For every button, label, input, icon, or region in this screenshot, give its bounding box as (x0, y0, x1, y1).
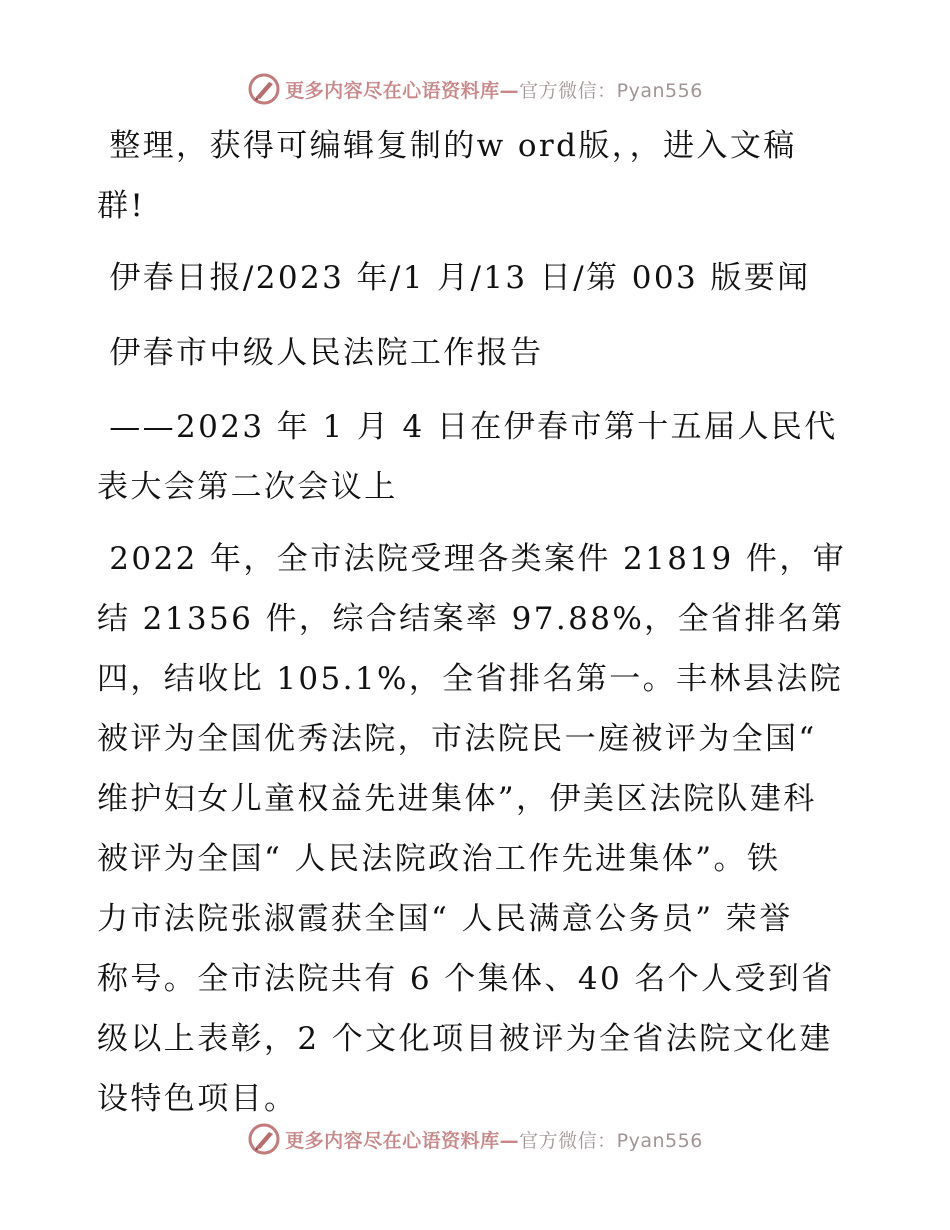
pen-logo-icon (247, 1122, 281, 1156)
paragraph-line: 结 21356 件，综合结案率 97.88%，全省排名第 (97, 601, 845, 637)
document-title: 伊春市中级人民法院工作报告 (97, 335, 544, 371)
paragraph-line: 四，结收比 105.1%，全省排名第一。丰林县法院 (97, 661, 844, 697)
banner-text (285, 1126, 703, 1153)
text-line: 整理，获得可编辑复制的w ord版，，进入文稿 (97, 128, 797, 164)
subtitle-line: ——2023 年 1 月 4 日在伊春市第十五届人民代 (97, 409, 838, 445)
banner-main-text: 更多内容尽在心语资料库— (285, 79, 520, 102)
banner-main-text: 更多内容尽在心语资料库— (285, 1129, 520, 1152)
subtitle-line: 表大会第二次会议上 (97, 469, 398, 505)
pen-logo-icon (247, 72, 281, 106)
paragraph-line: 级以上表彰，2 个文化项目被评为全省法院文化建 (97, 1021, 833, 1057)
banner-contact-text: 官方微信：Pyan556 (519, 79, 703, 102)
banner-text (285, 76, 703, 103)
paragraph-line: 2022 年，全市法院受理各类案件 21819 件，审 (97, 541, 847, 577)
paragraph-line: 力市法院张淑霞获全国“ 人民满意公务员” 荣誉 (97, 901, 793, 937)
paragraph-line: 维护妇女儿童权益先进集体”，伊美区法院队建科 (97, 781, 817, 817)
paragraph-line: 被评为全国“ 人民法院政治工作先进集体”。铁 (97, 841, 781, 877)
header-banner (0, 72, 950, 106)
footer-banner (0, 1122, 950, 1156)
paragraph-line: 称号。全市法院共有 6 个集体、40 名个人受到省 (97, 961, 835, 997)
text-line: 伊春日报/2023 年/1 月/13 日/第 003 版要闻 (97, 260, 811, 296)
banner-contact-text: 官方微信：Pyan556 (519, 1129, 703, 1152)
text-line: 群! (97, 188, 146, 224)
paragraph-line: 被评为全国优秀法院，市法院民一庭被评为全国“ (97, 721, 817, 757)
paragraph-line: 设特色项目。 (97, 1081, 298, 1117)
